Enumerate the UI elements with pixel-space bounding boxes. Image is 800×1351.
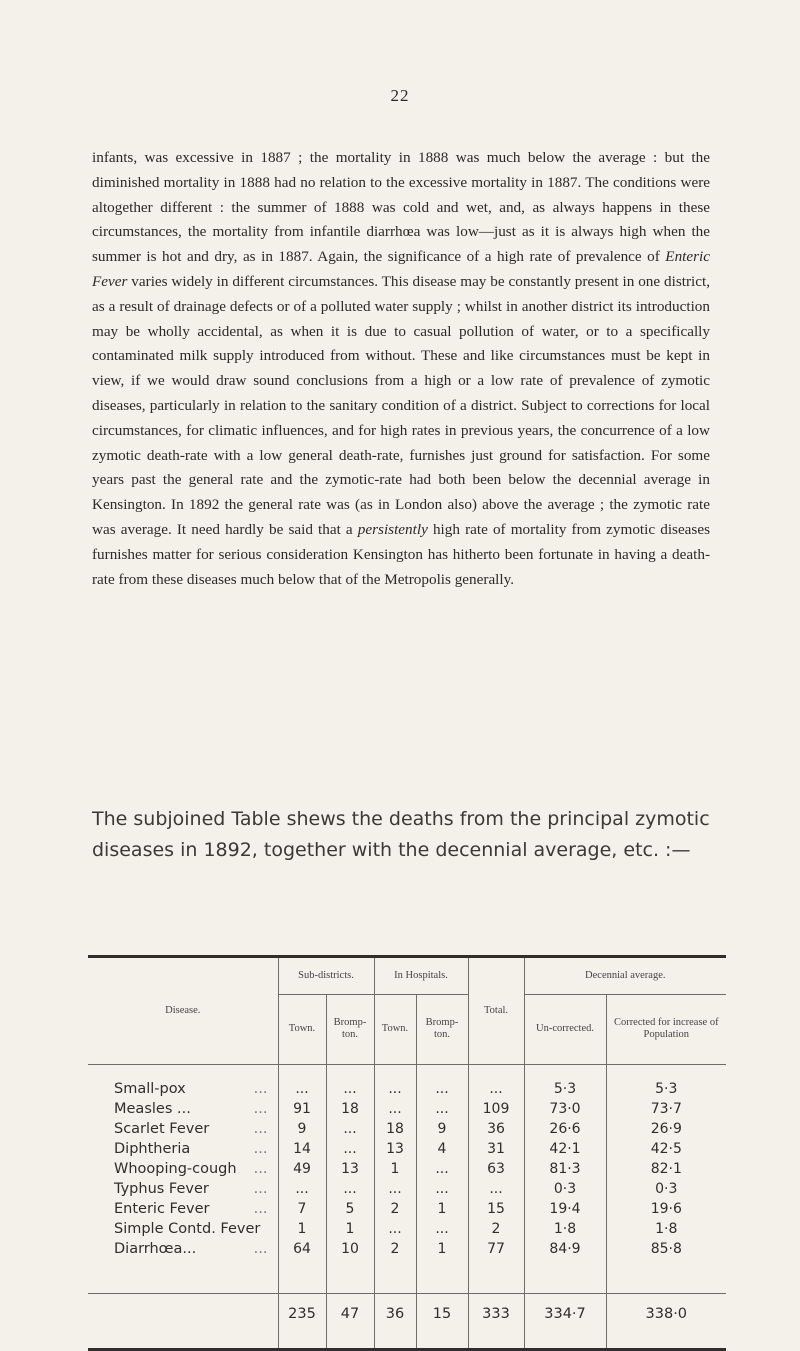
disease-name (88, 1139, 278, 1159)
cell-uncorrected: 84·9 (524, 1239, 606, 1259)
disease-name (88, 1219, 278, 1239)
leader-dots: ... (253, 1120, 268, 1137)
cell-sd-town: 14 (278, 1139, 326, 1159)
disease-label: Measles ... (114, 1100, 191, 1117)
header-sub-districts: Sub-districts. (278, 958, 374, 994)
cell-uncorrected: 5·3 (524, 1079, 606, 1099)
leader-dots: ... (253, 1080, 268, 1097)
cell-total: 109 (468, 1099, 524, 1119)
disease-label: Typhus Fever (114, 1180, 209, 1197)
header-corrected: Corrected for increase of Population (606, 994, 726, 1064)
cell-total: 15 (468, 1199, 524, 1219)
cell-sd-town: 64 (278, 1239, 326, 1259)
leader-dots: ... (253, 1140, 268, 1157)
page-number: 22 (390, 86, 410, 105)
cell-h-brompton: 1 (416, 1239, 468, 1259)
cell-h-brompton: ... (416, 1219, 468, 1239)
paragraph-emphasis-persistently: persistently (357, 520, 428, 538)
cell-sd-brompton: 18 (326, 1099, 374, 1119)
table-row (88, 1099, 726, 1119)
cell-h-brompton: ... (416, 1159, 468, 1179)
total-sd-brompton: 47 (326, 1293, 374, 1334)
cell-sd-town: ... (278, 1079, 326, 1099)
total-h-town: 36 (374, 1293, 416, 1334)
cell-total: 63 (468, 1159, 524, 1179)
header-decennial-average: Decennial average. (524, 958, 726, 994)
cell-h-town: ... (374, 1219, 416, 1239)
cell-h-brompton: ... (416, 1079, 468, 1099)
zymotic-deaths-table (88, 955, 726, 1351)
cell-h-brompton: 1 (416, 1199, 468, 1219)
header-uncorrected: Un-corrected. (524, 994, 606, 1064)
cell-total: 77 (468, 1239, 524, 1259)
table-row (88, 1219, 726, 1239)
disease-name (88, 1199, 278, 1219)
cell-sd-town: 7 (278, 1199, 326, 1219)
table-row (88, 1159, 726, 1179)
cell-h-brompton: ... (416, 1179, 468, 1199)
total-total: 333 (468, 1293, 524, 1334)
disease-name (88, 1159, 278, 1179)
table-grid (88, 958, 726, 1348)
cell-h-town: 13 (374, 1139, 416, 1159)
cell-h-town: 2 (374, 1239, 416, 1259)
cell-sd-brompton: 10 (326, 1239, 374, 1259)
table-row (88, 1179, 726, 1199)
disease-label: Scarlet Fever (114, 1120, 210, 1137)
cell-uncorrected: 19·4 (524, 1199, 606, 1219)
cell-corrected: 85·8 (650, 1240, 682, 1257)
cell-corrected: 73·7 (650, 1100, 682, 1117)
cell-total: ... (468, 1179, 524, 1199)
cell-sd-town: 9 (278, 1119, 326, 1139)
disease-label: Simple Contd. Fever (114, 1220, 261, 1237)
table-intro: The subjoined Table shews the deaths from the principal zymotic diseases in 1892, together with the decennial average, etc. :— (92, 808, 710, 861)
total-uncorrected: 334·7 (524, 1293, 606, 1334)
cell-corrected: 0·3 (655, 1180, 678, 1197)
body-paragraph (92, 146, 710, 592)
cell-sd-town: ... (278, 1179, 326, 1199)
cell-h-town: ... (374, 1179, 416, 1199)
cell-h-town: 18 (374, 1119, 416, 1139)
paragraph-text-3: high rate of mortality from zymotic diseases furnishes matter for serious consideration Kensington has hitherto been fortunate in having a death-rate from these diseases much below that of the Metropolis generally. (92, 520, 710, 588)
cell-sd-brompton: 1 (326, 1219, 374, 1239)
cell-sd-brompton: ... (326, 1119, 374, 1139)
disease-name (88, 1179, 278, 1199)
disease-label: Enteric Fever (114, 1200, 210, 1217)
disease-name (88, 1239, 278, 1259)
table-row (88, 1139, 726, 1159)
table-row (88, 1239, 726, 1259)
table-body (88, 1064, 726, 1259)
cell-sd-brompton: ... (326, 1079, 374, 1099)
cell-sd-town: 1 (278, 1219, 326, 1239)
cell-sd-brompton: ... (326, 1139, 374, 1159)
cell-total: ... (468, 1079, 524, 1099)
cell-corrected: 42·5 (650, 1140, 682, 1157)
cell-h-town: 1 (374, 1159, 416, 1179)
leader-dots: ... (253, 1240, 268, 1257)
cell-uncorrected: 81·3 (524, 1159, 606, 1179)
cell-total: 2 (468, 1219, 524, 1239)
cell-sd-brompton: 5 (326, 1199, 374, 1219)
cell-h-brompton: 4 (416, 1139, 468, 1159)
header-h-brompton: Bromp-ton. (416, 994, 468, 1064)
header-disease: Disease. (88, 958, 278, 1064)
cell-total: 31 (468, 1139, 524, 1159)
table-row (88, 1079, 726, 1099)
cell-sd-town: 49 (278, 1159, 326, 1179)
table-bottom-rule (88, 1348, 726, 1351)
disease-label: Whooping-cough (114, 1160, 237, 1177)
cell-corrected: 1·8 (655, 1220, 678, 1237)
cell-h-brompton: 9 (416, 1119, 468, 1139)
leader-dots: ... (253, 1180, 268, 1197)
cell-corrected: 82·1 (650, 1160, 682, 1177)
header-sd-town: Town. (278, 994, 326, 1064)
cell-uncorrected: 73·0 (524, 1099, 606, 1119)
cell-sd-town: 91 (278, 1099, 326, 1119)
cell-h-town: ... (374, 1099, 416, 1119)
disease-name (88, 1119, 278, 1139)
cell-h-town: ... (374, 1079, 416, 1099)
header-total: Total. (468, 958, 524, 1064)
total-sd-town: 235 (278, 1293, 326, 1334)
header-h-town: Town. (374, 994, 416, 1064)
cell-corrected: 26·9 (650, 1120, 682, 1137)
cell-uncorrected: 0·3 (524, 1179, 606, 1199)
cell-h-town: 2 (374, 1199, 416, 1219)
disease-label: Small-pox (114, 1080, 186, 1097)
disease-label: Diphtheria (114, 1140, 191, 1157)
cell-uncorrected: 1·8 (524, 1219, 606, 1239)
total-h-brompton: 15 (416, 1293, 468, 1334)
cell-uncorrected: 42·1 (524, 1139, 606, 1159)
table-row (88, 1199, 726, 1219)
cell-corrected: 5·3 (655, 1080, 678, 1097)
disease-name (88, 1099, 278, 1119)
leader-dots: ... (253, 1200, 268, 1217)
header-sd-brompton: Bromp-ton. (326, 994, 374, 1064)
cell-h-brompton: ... (416, 1099, 468, 1119)
cell-total: 36 (468, 1119, 524, 1139)
paragraph-emphasis-enteric-fever: Enteric Fever (92, 248, 710, 290)
totals-row (88, 1293, 726, 1334)
cell-sd-brompton: 13 (326, 1159, 374, 1179)
leader-dots: ... (253, 1160, 268, 1177)
cell-sd-brompton: ... (326, 1179, 374, 1199)
header-in-hospitals: In Hospitals. (374, 958, 468, 994)
cell-uncorrected: 26·6 (524, 1119, 606, 1139)
cell-corrected: 19·6 (650, 1200, 682, 1217)
paragraph-text-2: varies widely in different circumstances. This disease may be constantly present in one district, as a result of drainage defects or of a polluted water supply ; whilst in another district its introduction may be wholly accidental, as when it is due to casual pollution of water, or to a specifically contaminated milk supply introduced from without. These and like circumstances must be kept in view, if we would draw sound conclusions from a high or a low rate of prevalence of zymotic diseases, particularly in relation to the sanitary condition of a district. Subject to corrections for local circumstances, for climatic influences, and for high rates in previous years, the concurrence of a low zymotic death-rate with a low general death-rate, furnishes just ground for satisfaction. For some years past the general rate and the zymotic-rate had both been below the decennial average in Kensington. In 1892 the general rate was (as in London also) above the average ; the zymotic rate was average. It need hardly be said that a (92, 272, 710, 538)
disease-label: Diarrhœa... (114, 1240, 197, 1257)
table-row (88, 1119, 726, 1139)
paragraph-text-1: infants, was excessive in 1887 ; the mortality in 1888 was much below the average : but the diminished mortality in 1888 had no relation to the excessive mortality in 1887. The conditions were altogether different : the summer of 1888 was cold and wet, and, as always happens in these circumstances, the mortality from infantile diarrhœa was low—just as it is always high when the summer is hot and dry, as in 1887. Again, the significance of a high rate of prevalence of (92, 149, 710, 266)
total-corrected: 338·0 (645, 1305, 688, 1322)
leader-dots: ... (253, 1100, 268, 1117)
disease-name (88, 1079, 278, 1099)
